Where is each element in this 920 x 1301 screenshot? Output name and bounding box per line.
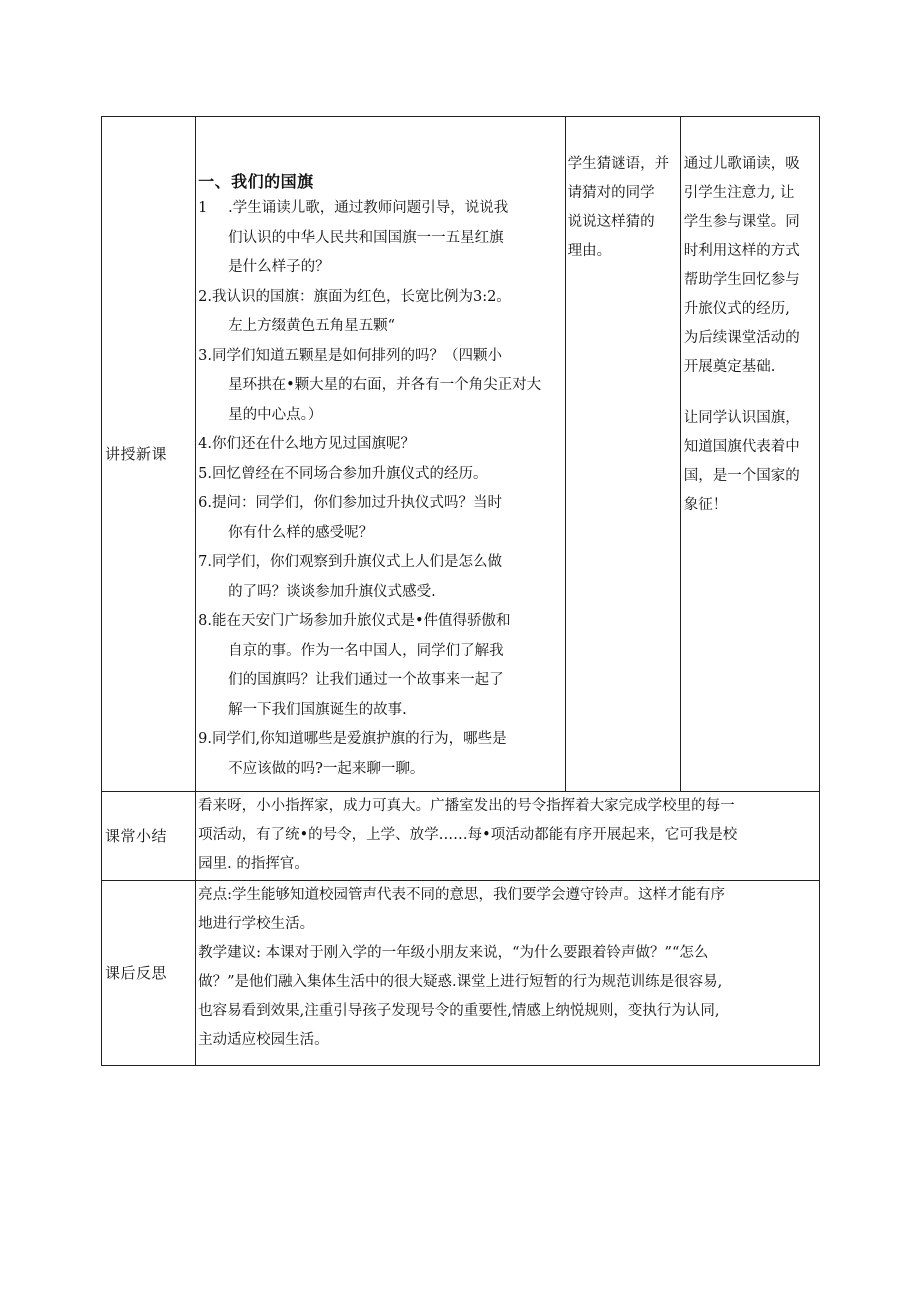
reflection-line: 主动适应校园生活。 <box>198 1032 329 1048</box>
purpose-line: 引学生注意力, 让 <box>683 185 795 201</box>
list-item <box>198 194 563 224</box>
teaching-content-cell <box>196 117 566 792</box>
list-item-text: 回忆曾经在不同场合参加升旗仪式的经历。 <box>211 465 488 482</box>
list-item-text: 同学们，你们观察到升旗仪式上人们是怎么做 <box>211 554 502 570</box>
list-item <box>198 607 563 637</box>
summary-line: 园里. 的指挥官。 <box>198 856 309 872</box>
list-item-continuation: 的了吗？谈谈参加升旗仪式感受. <box>228 583 436 600</box>
list-item-number: 7. <box>198 554 212 570</box>
list-item-continuation: 你有什么样的感受呢？ <box>228 524 374 541</box>
activity-line: 请猜对的同学 <box>567 185 655 201</box>
purpose-line: 国，是一个国家的 <box>683 468 800 484</box>
purpose-line: 升旅仪式的经历, <box>683 301 790 317</box>
design-purpose-text-1 <box>684 150 817 382</box>
purpose-line: 时利用这样的方式 <box>683 243 800 259</box>
activity-line: 学生猜谜语，并 <box>567 156 670 172</box>
list-item-text: 同学们,你知道哪些是爱旗护旗的行为，哪些是 <box>211 731 507 747</box>
summary-line: 看来呀，小小指挥家，成力可真大。广播室发出的号令指挥着大家完成学校里的每一 <box>198 798 735 814</box>
activity-line: 理由。 <box>567 243 612 259</box>
list-item-text: 同学们知道五颗星是如何排列的吗？（四颗小 <box>211 347 502 364</box>
summary-row <box>102 792 820 881</box>
summary-text <box>198 792 817 879</box>
list-item-number: 1 <box>198 200 208 216</box>
list-item-continuation: 星环拱在•颗大星的右面，并各有一个角尖正对大 <box>228 377 542 393</box>
teaching-row <box>102 117 820 792</box>
purpose-spacer <box>684 382 817 404</box>
student-activity-text <box>568 150 679 266</box>
list-item-continuation: 们的国旗吗？让我们通过一个故事来一起了 <box>228 672 504 688</box>
list-item <box>198 283 563 313</box>
list-item-number: 2. <box>198 288 212 305</box>
list-item-number: 3. <box>198 347 212 364</box>
student-activity-cell <box>565 117 680 792</box>
list-item <box>198 489 563 519</box>
reflection-text <box>198 881 817 1055</box>
purpose-line: 通过儿歌诵读，吸 <box>683 156 800 172</box>
purpose-line: 象征！ <box>683 497 728 513</box>
list-item-number: 4. <box>198 436 212 452</box>
teaching-label: 讲授新课 <box>102 117 196 792</box>
design-purpose-cell <box>680 117 819 792</box>
reflection-line: 做？”是他们融入集体生活中的很大疑惑.课堂上进行短暂的行为规范训练是很容易, <box>198 974 723 990</box>
list-item-text: 能在天安门广场参加升旅仪式是•件值得骄傲和 <box>211 613 511 629</box>
activity-line: 说说这样猜的 <box>567 214 655 230</box>
list-item-text: .学生诵读儿歌，通过教师问题引导，说说我 <box>228 200 509 216</box>
list-item <box>198 548 563 578</box>
lesson-plan-table <box>101 116 820 1066</box>
purpose-line: 知道国旗代表着中 <box>683 439 800 455</box>
summary-label: 课常小结 <box>102 792 196 881</box>
list-item-number: 9. <box>198 731 212 747</box>
list-item-text: 我认识的国旗：旗面为红色，长宽比例为3:2。 <box>211 288 511 305</box>
reflection-line: 也容易看到效果,注重引导孩子发现号令的重要性,情感上纳悦规则，变执行为认同, <box>198 1003 720 1019</box>
list-item-continuation: 星的中心点。） <box>228 406 323 423</box>
list-item-number: 8. <box>198 613 212 629</box>
list-item-continuation: 是什么样子的？ <box>228 259 330 275</box>
list-item-number: 5. <box>198 465 212 482</box>
purpose-line: 学生参与课堂。同 <box>683 214 800 230</box>
reflection-line: 地进行学校生活。 <box>198 916 315 932</box>
purpose-line: 让同学认识国旗， <box>683 410 800 426</box>
reflection-line: 亮点:学生能够知道校园管声代表不同的意思，我们要学会遵守铃声。这样才能有序 <box>198 887 726 903</box>
list-item <box>198 460 563 490</box>
purpose-line: 开展奠定基础. <box>683 359 776 375</box>
summary-content-cell <box>196 792 820 881</box>
reflection-content-cell <box>196 881 820 1066</box>
list-item-continuation: 解一下我们国旗诞生的故事. <box>228 701 407 718</box>
list-item-continuation: 自京的事。作为一名中国人，同学们了解我 <box>228 642 504 659</box>
teaching-items <box>198 194 563 784</box>
purpose-line: 帮助学生回忆参与 <box>683 272 800 288</box>
purpose-line: 为后续课堂活动的 <box>683 330 800 346</box>
list-item <box>198 430 563 460</box>
list-item <box>198 725 563 755</box>
reflection-row <box>102 881 820 1066</box>
list-item-continuation: 左上方缀黄色五角星五颗“ <box>228 318 396 334</box>
summary-line: 项活动，有了统•的号令，上学、放学……每•项活动都能有序开展起来，它可我是校 <box>198 827 738 843</box>
list-item-text: 提问：同学们，你们参加过升执仪式吗？当时 <box>211 495 502 511</box>
list-item-text: 你们还在什么地方见过国旗呢？ <box>211 436 415 452</box>
section-heading: 一、我们的国旗 <box>198 172 314 191</box>
list-item-continuation: 们认识的中华人民共和国国旗一一五星红旗 <box>228 229 504 246</box>
reflection-line: 教学建议: 本课对于刚入学的一年级小朋友来说，“为什么要跟着铃声做？”“怎么 <box>198 945 709 961</box>
design-purpose-text-2 <box>684 404 817 520</box>
list-item-continuation: 不应该做的吗?一起来聊一聊。 <box>228 760 425 777</box>
list-item <box>198 342 563 372</box>
list-item-number: 6. <box>198 495 212 511</box>
reflection-label: 课后反思 <box>102 881 196 1066</box>
